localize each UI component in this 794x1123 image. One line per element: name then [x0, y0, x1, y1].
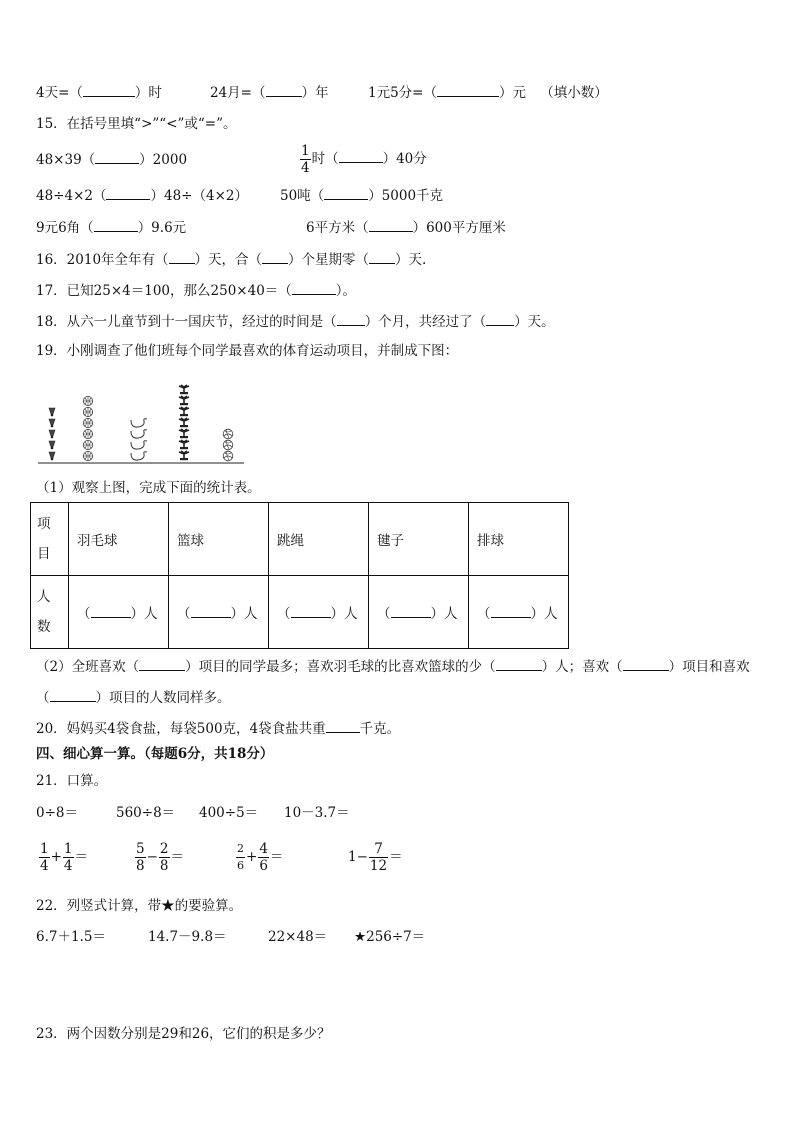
q21-frac-expr: $\frac{2}{6}$ + $\frac{4}{6}$ ＝ — [237, 841, 284, 874]
table-cell-item: 排球 — [469, 503, 569, 576]
q19-p2-line2: （ ）项目的人数同样多。 — [36, 687, 231, 708]
answer-blank[interactable] — [369, 249, 395, 264]
q22-item: ★256÷7＝ — [354, 929, 426, 945]
pictograph-icon-jianzi — [179, 429, 189, 438]
pictograph-icon-shuttle — [49, 441, 55, 449]
pictograph-icon-rope — [131, 452, 147, 460]
fraction: $\frac{1}{4}$ — [40, 841, 49, 874]
pictograph-icon-rope — [131, 430, 147, 438]
q19-p1: （1）观察上图，完成下面的统计表。 — [36, 480, 261, 496]
table-cell-item: 跳绳 — [269, 503, 369, 576]
answer-blank[interactable] — [291, 603, 331, 618]
statistics-table — [30, 502, 569, 649]
pictograph-icon-jianzi — [179, 440, 189, 449]
answer-blank[interactable] — [369, 217, 413, 232]
fraction: $\frac{7}{12}$ — [369, 841, 388, 874]
table-cell-count: （ ）人 — [69, 576, 169, 649]
table-cell-item: 羽毛球 — [69, 503, 169, 576]
section-title: 四、细心算一算。（每题6分，共18分） — [36, 746, 274, 762]
pictograph-icon-volley — [223, 440, 233, 450]
answer-blank[interactable] — [91, 603, 131, 618]
pictograph-icon-ball — [83, 451, 92, 460]
answer-blank[interactable] — [496, 656, 542, 671]
q19-title: 19．小刚调查了他们班每个同学最喜欢的体育运动项目，并制成下图： — [36, 343, 459, 359]
q15-r1b: $\frac{1}{4}$ 时（ ）40分 — [301, 143, 427, 176]
table-cell-count: （ ）人 — [269, 576, 369, 649]
answer-blank[interactable] — [83, 82, 135, 97]
answer-blank[interactable] — [324, 185, 368, 200]
q18: 18．从六一儿童节到十一国庆节，经过的时间是（ ）个月，共经过了（ ）天。 — [36, 311, 555, 332]
q16: 16．2010年全年有（ ）天，合（ ）个星期零（ ）天. — [36, 249, 426, 270]
q22-title: 22．列竖式计算，带★的要验算。 — [36, 898, 243, 914]
q22-item: 6.7＋1.5＝ — [36, 929, 106, 945]
answer-blank[interactable] — [292, 280, 336, 295]
answer-blank[interactable] — [623, 656, 669, 671]
q21-frac-expr: $\frac{5}{8}$ − $\frac{2}{8}$ ＝ — [136, 841, 184, 874]
line-top: 4天=（ ）时 — [36, 82, 162, 103]
fraction: $\frac{2}{8}$ — [159, 841, 169, 874]
table-cell-count: （ ）人 — [169, 576, 269, 649]
pictograph-icon-ball — [83, 396, 92, 405]
pictograph-icon-ball — [83, 440, 92, 449]
pictograph-icon-jianzi — [179, 385, 189, 394]
answer-blank[interactable] — [95, 149, 139, 164]
pictograph-icon-ball — [83, 407, 92, 416]
q17: 17．已知25×4＝100，那么250×40＝（ ）。 — [36, 280, 356, 301]
q20: 20．妈妈买4袋食盐，每袋500克，4袋食盐共重 千克。 — [36, 718, 400, 739]
answer-blank[interactable] — [339, 148, 383, 163]
pictograph-icon-shuttle — [49, 430, 55, 438]
pictograph-icon-ball — [83, 429, 92, 438]
answer-blank[interactable] — [191, 603, 231, 618]
answer-blank[interactable] — [326, 718, 360, 733]
q21-item: 400÷5＝ — [199, 805, 259, 821]
q21-item: 0÷8＝ — [36, 805, 78, 821]
q22-item: 22×48＝ — [268, 929, 328, 945]
answer-blank[interactable] — [266, 82, 302, 97]
fraction: $\frac{2}{6}$ — [237, 842, 244, 872]
answer-blank[interactable] — [262, 249, 288, 264]
q15-r1a: 48×39（ ）2000 — [36, 149, 187, 170]
pictograph-icon-rope — [131, 419, 147, 427]
table-cell-item: 毽子 — [369, 503, 469, 576]
pictograph-icon-ball — [83, 418, 92, 427]
pictograph-chart — [36, 368, 246, 468]
pictograph-icon-volley — [223, 451, 233, 461]
answer-blank[interactable] — [94, 217, 138, 232]
q19-p2-line1: （2）全班喜欢（ ）项目的同学最多；喜欢羽毛球的比喜欢篮球的少（ ）人；喜欢（ ）项目和喜欢 — [36, 656, 750, 677]
q21-frac-expr: $\frac{1}{4}$ + $\frac{1}{4}$ ＝ — [40, 841, 88, 874]
table-row — [31, 503, 569, 576]
fraction: $\frac{1}{4}$ — [63, 841, 73, 874]
q15-title: 15．在括号里填“>”“<”或“=”。 — [36, 116, 237, 132]
pictograph-icon-shuttle — [49, 452, 55, 460]
q22-item: 14.7－9.8＝ — [148, 929, 227, 945]
q15-r3b: 6平方米（ ）600平方厘米 — [306, 217, 506, 238]
pictograph-icon-rope — [131, 441, 147, 449]
answer-blank[interactable] — [437, 82, 499, 97]
pictograph-icon-jianzi — [179, 407, 189, 416]
line-top-b: 24月=（ ）年 — [210, 82, 329, 103]
table-row — [31, 576, 569, 649]
q15-r3a: 9元6角（ ）9.6元 — [36, 217, 186, 238]
q21-item: 560÷8＝ — [116, 805, 176, 821]
answer-blank[interactable] — [391, 603, 431, 618]
table-cell-count: （ ）人 — [469, 576, 569, 649]
pictograph-icon-jianzi — [179, 396, 189, 405]
answer-blank[interactable] — [139, 656, 185, 671]
line-top-c: 1元5分=（ ）元 （填小数） — [368, 82, 608, 103]
answer-blank[interactable] — [106, 185, 150, 200]
pictograph-icon-volley — [223, 429, 233, 439]
fraction: $\frac{4}{6}$ — [259, 841, 268, 874]
table-cell-count: （ ）人 — [369, 576, 469, 649]
answer-blank[interactable] — [337, 311, 365, 326]
pictograph-icon-shuttle — [49, 408, 55, 416]
answer-blank[interactable] — [50, 687, 96, 702]
q23: 23．两个因数分别是29和26，它们的积是多少？ — [36, 1026, 331, 1042]
q15-r2a: 48÷4×2（ ）48÷（4×2） — [36, 185, 248, 206]
q15-r2b: 50吨（ ）5000千克 — [280, 185, 443, 206]
q21-title: 21．口算。 — [36, 773, 108, 789]
pictograph-icon-jianzi — [179, 418, 189, 427]
table-cell-item: 篮球 — [169, 503, 269, 576]
answer-blank[interactable] — [486, 311, 514, 326]
answer-blank[interactable] — [169, 249, 195, 264]
fraction: $\frac{1}{4}$ — [301, 143, 310, 176]
table-header-item: 项目 — [31, 503, 69, 576]
pictograph-icon-jianzi — [179, 451, 189, 460]
answer-blank[interactable] — [491, 603, 531, 618]
q21-frac-expr: 1− $\frac{7}{12}$ ＝ — [348, 841, 403, 874]
table-header-count: 人数 — [31, 576, 69, 649]
q21-item: 10－3.7＝ — [284, 805, 350, 821]
fraction: $\frac{5}{8}$ — [136, 841, 145, 874]
pictograph-icon-shuttle — [49, 419, 55, 427]
